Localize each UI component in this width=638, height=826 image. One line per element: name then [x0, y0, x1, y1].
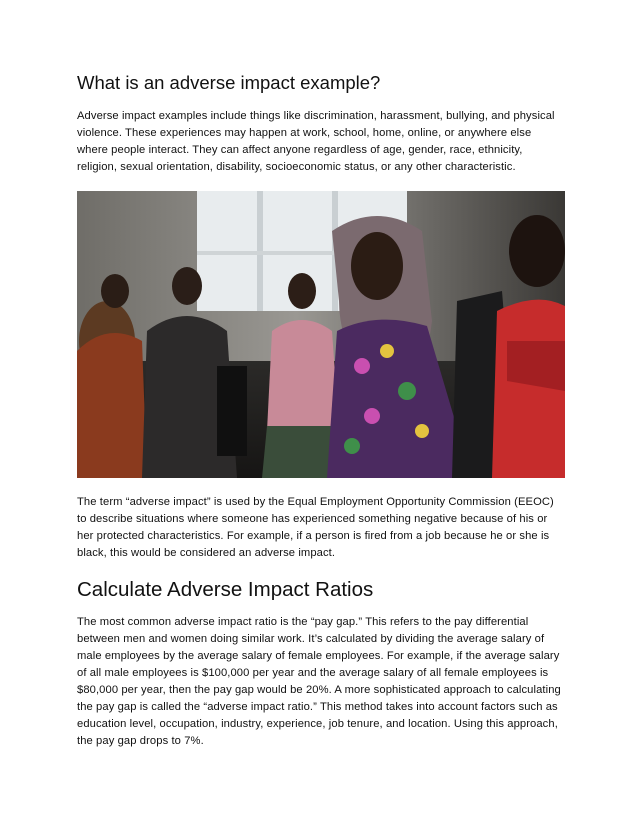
eeoc-paragraph: The term “adverse impact” is used by the Equal Employment Opportunity Commission (EEOC) to describe situations where someone has experienced something negative because of his or her protected characteristics. For example, if a person is fired from a job because he or she is black, this would be considered an adverse impact.	[77, 496, 554, 559]
intro-paragraph: Adverse impact examples include things like discrimination, harassment, bullying, and physical violence. These experiences may happen at work, school, home, online, or anywhere else where people interact. They can affect anyone regardless of age, gender, race, ethnicity, religion, sexual orientation, disability, socioeconomic status, or any other characteristic.	[77, 110, 555, 173]
pay-gap-paragraph: The most common adverse impact ratio is the “pay gap.” This refers to the pay differential between men and women doing similar work. It’s calculated by dividing the average salary of male employees by the average salary of female employees. For example, if the average salary of all male employees is $100,000 per year and the average salary of all female employees is $80,000 per year, then the pay gap would be 20%. A more sophisticated approach to calculating the pay gap is called the “adverse impact ratio.” This method takes into account factors such as education level, occupation, industry, experience, job tenure, and location. Using this approach, the pay gap drops to 7%.	[77, 616, 561, 747]
section-heading-adverse-impact-example: What is an adverse impact example?	[77, 72, 381, 93]
document-content	[77, 70, 565, 750]
classroom-photo	[77, 191, 565, 478]
section-heading-calculate-ratios: Calculate Adverse Impact Ratios	[77, 578, 374, 601]
